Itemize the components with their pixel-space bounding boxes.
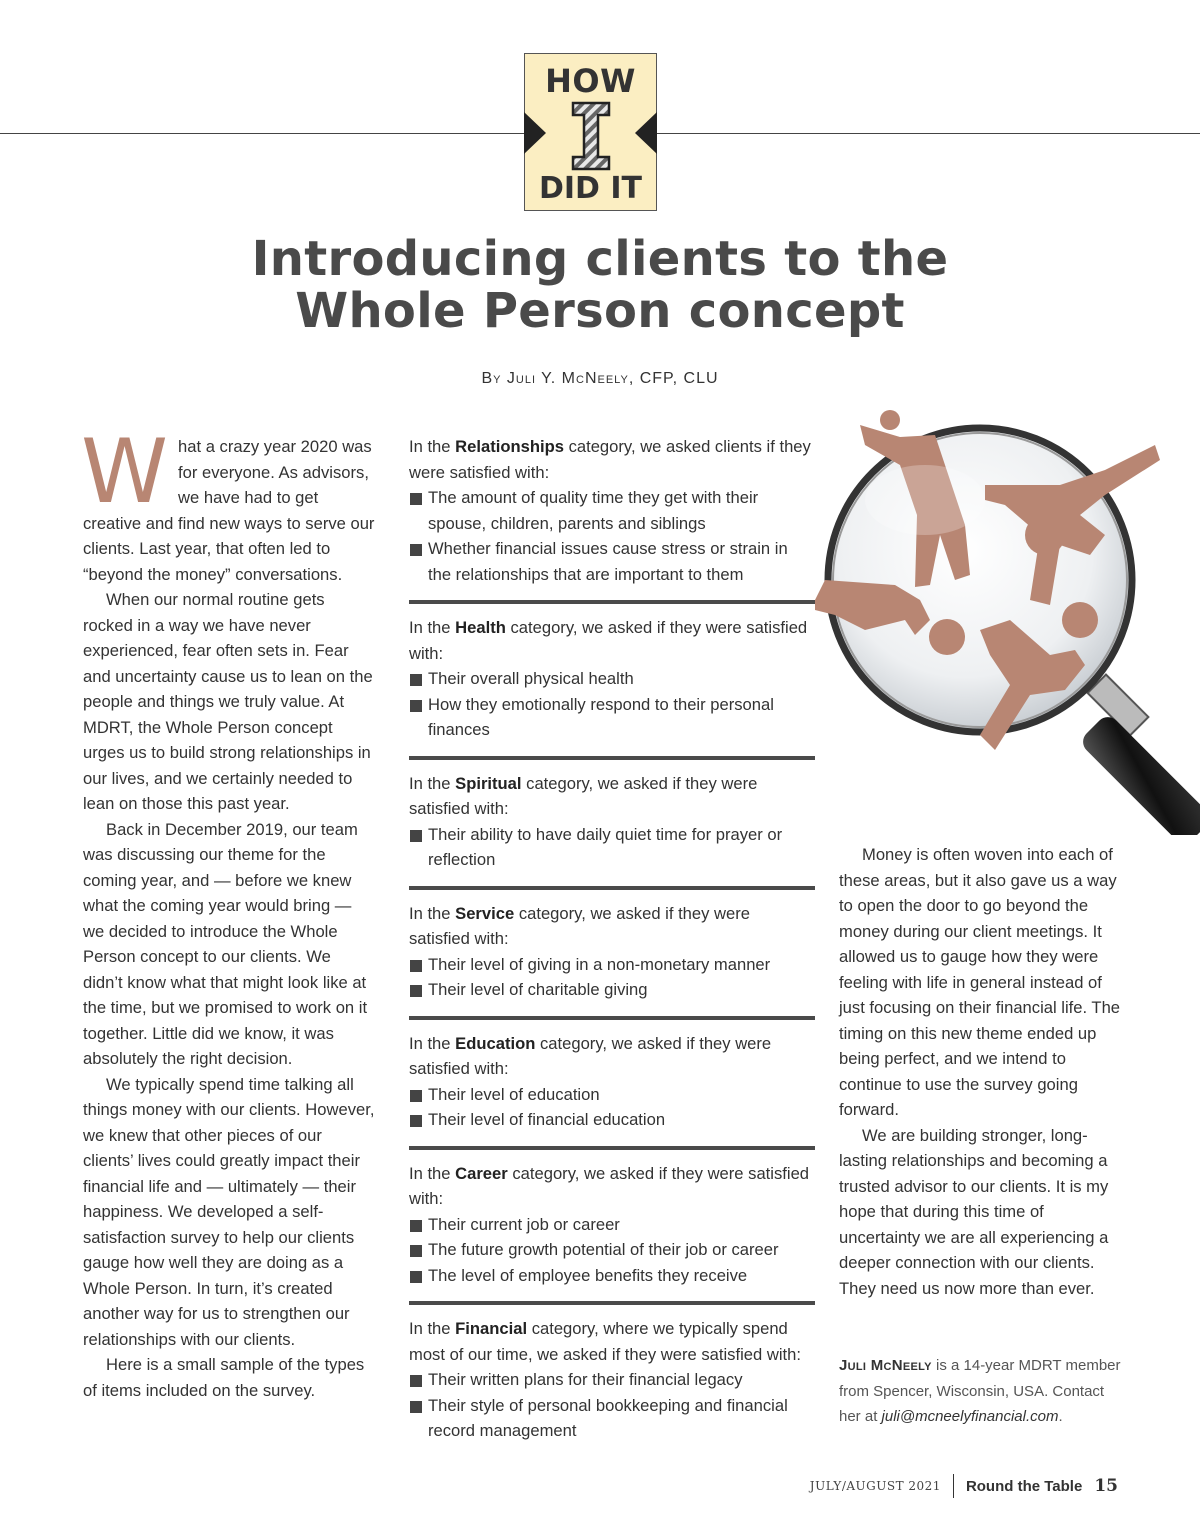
- how-i-did-it-badge: [524, 53, 657, 211]
- author-email-link[interactable]: juli@mcneelyfinancial.com: [881, 1408, 1059, 1425]
- author-name: Juli McNeely: [839, 1357, 932, 1374]
- survey-section: [409, 901, 815, 1020]
- survey-item: [409, 692, 815, 743]
- category-name: Spiritual: [455, 773, 522, 793]
- category-name: Career: [455, 1163, 508, 1183]
- category-name: Health: [455, 618, 506, 637]
- survey-item: [409, 1263, 815, 1289]
- magnifier-handle-icon: [1078, 675, 1200, 835]
- intro-paragraph: [81, 420, 375, 587]
- section-intro-pre: In the: [409, 773, 456, 793]
- section-intro-pre: In the: [409, 903, 456, 923]
- section-intro-post: category, we asked if they were satisfied with:: [409, 1033, 772, 1078]
- page-number: 15: [1094, 1476, 1118, 1496]
- paragraph-1-text: hat a crazy year 2020 was for everyone. As advisors, we have had to get creative and find new ways to serve our clients. Last year, that often led to “beyond the money” conversations.: [83, 437, 375, 584]
- bullet-square-icon: [410, 493, 422, 505]
- survey-item-text: Their current job or career: [428, 1214, 620, 1234]
- bullet-square-icon: [410, 700, 422, 712]
- section-intro-pre: In the: [409, 1033, 456, 1053]
- survey-section: [409, 434, 815, 604]
- bullet-square-icon: [410, 985, 422, 997]
- bullet-square-icon: [410, 960, 422, 972]
- paragraph-5: Here is a small sample of the types of items included on the survey.: [83, 1355, 365, 1400]
- section-intro: [409, 771, 815, 822]
- survey-item-text: Their level of financial education: [428, 1110, 666, 1129]
- survey-item-text: Their level of giving in a non-monetary manner: [428, 954, 771, 974]
- survey-item: [409, 1393, 815, 1444]
- badge-right-arrow-icon: [635, 112, 657, 154]
- paragraph-2: When our normal routine gets rocked in a way we have never experienced, fear often sets in. Fear and uncertainty cause us to lean on the people and things we truly value. At MDRT, the Whole Person concept urges us to build strong relationships in our lives, and we certainly needed to lean on those this past year.: [83, 590, 373, 813]
- survey-item: [409, 822, 815, 873]
- page-footer: [810, 1474, 1118, 1498]
- author-bio-text: is a 14-year MDRT member from Spencer, Wisconsin, USA. Contact her at: [839, 1357, 1121, 1425]
- paragraph-7: We are building stronger, long-lasting relationships and becoming a trusted advisor to our clients. It is my hope that during this time of uncertainty we are all experiencing a deeper connection with our clients. They need us now more than ever.: [839, 1125, 1109, 1298]
- section-intro-post: category, we asked if they were satisfied with:: [409, 773, 758, 818]
- section-intro: [409, 434, 815, 485]
- survey-item-text: Their level of charitable giving: [428, 980, 648, 999]
- category-name: Service: [455, 903, 515, 923]
- survey-item: [409, 666, 815, 692]
- survey-item-text: The level of employee benefits they receive: [428, 1265, 748, 1285]
- byline: By Juli Y. McNeely, CFP, CLU: [481, 370, 719, 387]
- section-intro-pre: In the: [409, 618, 456, 637]
- footer-divider: [953, 1474, 954, 1498]
- survey-item: [409, 536, 815, 587]
- survey-item-text: Their ability to have daily quiet time for prayer or reflection: [428, 824, 783, 869]
- survey-section: [409, 1161, 815, 1306]
- bullet-square-icon: [410, 1401, 422, 1413]
- bullet-square-icon: [410, 544, 422, 556]
- survey-item-text: Their overall physical health: [428, 669, 634, 688]
- category-name: Relationships: [455, 437, 564, 456]
- column-1: [81, 420, 375, 1403]
- survey-categories-column: [409, 434, 815, 1468]
- bullet-square-icon: [410, 1220, 422, 1232]
- column-3: [839, 842, 1124, 1301]
- survey-item: [409, 1082, 815, 1108]
- section-intro-pre: In the: [409, 1319, 456, 1338]
- bullet-square-icon: [410, 830, 422, 842]
- category-name: Financial: [455, 1319, 528, 1338]
- survey-item: [409, 1212, 815, 1238]
- section-intro: [409, 1316, 815, 1367]
- author-bio: [839, 1353, 1129, 1430]
- paragraph-6: Money is often woven into each of these areas, but it also gave us a way to open the door to go beyond the money during our client meetings. It allowed us to gauge how they were feeling with life in general instead of just focusing on their financial life. The timing on this new theme ended up being perfect, and we intend to continue to use the survey going forward.: [839, 845, 1121, 1119]
- paragraph-4: We typically spend time talking all things money with our clients. However, we knew that other pieces of our clients’ lives could greatly impact their financial life and — ultimately — their happiness. We developed a self-satisfaction survey to help our clients gauge how well they are doing as a Whole Person. In turn, it’s created another way for us to strengthen our relationships with our clients.: [83, 1074, 375, 1349]
- survey-item: [409, 977, 815, 1003]
- badge-left-arrow-icon: [524, 112, 546, 154]
- survey-item-text: Whether financial issues cause stress or strain in the relationships that are important to them: [428, 539, 788, 584]
- drop-cap: W: [81, 420, 169, 523]
- survey-item-text: How they emotionally respond to their personal finances: [428, 694, 774, 739]
- section-intro-post: category, we asked clients if they were satisfied with:: [409, 437, 811, 482]
- badge-letter-i-icon: [571, 101, 611, 171]
- survey-item: [409, 1237, 815, 1263]
- survey-item-text: The future growth potential of their job or career: [428, 1240, 779, 1259]
- bullet-square-icon: [410, 1245, 422, 1257]
- bullet-square-icon: [410, 674, 422, 686]
- category-name: Education: [455, 1033, 536, 1053]
- paragraph-3: Back in December 2019, our team was discussing our theme for the coming year, and — before we knew what the coming year would bring — we decided to introduce the Whole Person concept to our clients. We didn’t know what that might look like at the time, but we promised to work on it together. Little did we know, it was absolutely the right decision.: [83, 819, 368, 1068]
- section-intro-pre: In the: [409, 1163, 456, 1183]
- survey-item-text: The amount of quality time they get with their spouse, children, parents and siblings: [428, 488, 759, 533]
- section-intro: [409, 901, 815, 952]
- bullet-square-icon: [410, 1090, 422, 1102]
- survey-item: [409, 1107, 815, 1133]
- magazine-name: Round the Table: [965, 1477, 1083, 1495]
- survey-section: [409, 1031, 815, 1150]
- author-bio-end: .: [1058, 1408, 1063, 1425]
- survey-item: [409, 485, 815, 536]
- title-line-2: Whole Person concept: [295, 283, 905, 339]
- survey-item: [409, 952, 815, 978]
- magnifier-lens-icon: [828, 428, 1132, 732]
- bullet-square-icon: [410, 1271, 422, 1283]
- bullet-square-icon: [410, 1115, 422, 1127]
- survey-item-text: Their written plans for their financial legacy: [428, 1370, 743, 1389]
- bullet-square-icon: [410, 1375, 422, 1387]
- survey-section: [409, 615, 815, 760]
- article-title: [150, 233, 1050, 337]
- section-intro-post: category, where we typically spend most of our time, we asked if they were satisfied with:: [409, 1319, 801, 1364]
- issue-date: JULY/AUGUST 2021: [809, 1479, 941, 1493]
- survey-section: [409, 1316, 815, 1457]
- section-intro-post: category, we asked if they were satisfied with:: [409, 1163, 810, 1208]
- magnifying-glass-illustration: [805, 405, 1200, 835]
- section-intro: [409, 1031, 815, 1082]
- section-intro-post: category, we asked if they were satisfied with:: [409, 618, 808, 663]
- survey-item-text: Their style of personal bookkeeping and financial record management: [428, 1395, 788, 1440]
- title-line-1: Introducing clients to the: [251, 231, 949, 287]
- section-intro: [409, 615, 815, 666]
- survey-item-text: Their level of education: [428, 1084, 600, 1104]
- badge-top-text: HOW: [545, 62, 636, 100]
- survey-item: [409, 1367, 815, 1393]
- survey-section: [409, 771, 815, 890]
- badge-bottom-text: DID IT: [538, 171, 643, 206]
- section-intro: [409, 1161, 815, 1212]
- section-intro-pre: In the: [409, 437, 456, 456]
- section-intro-post: category, we asked if they were satisfied with:: [409, 903, 751, 948]
